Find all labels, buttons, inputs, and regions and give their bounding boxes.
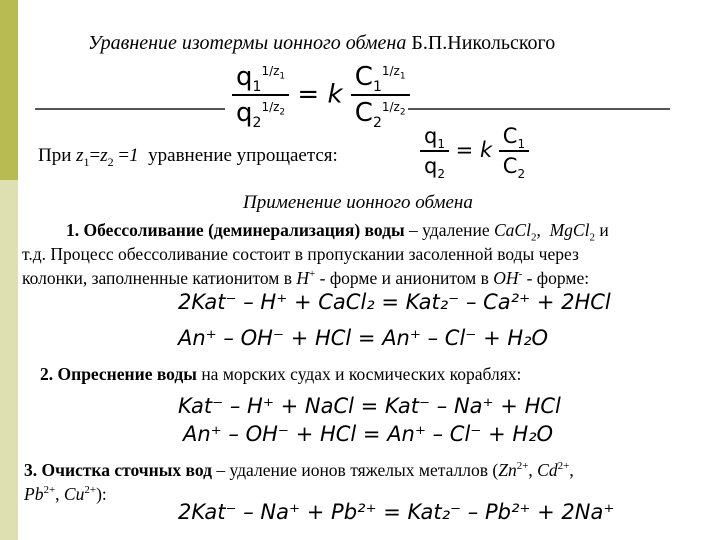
item2-equation2: An⁺ – OH⁻ + HCl = An⁺ – Cl⁻ + H₂O — [183, 422, 554, 446]
formula-simple-left-fraction: $\frac{q_1}{q_2}$ — [420, 124, 449, 178]
item3-line1: 3. Очистка сточных вод – удаление ионов тяжелых металлов ($Zn^{2+}$, $Cd^{2+}$, — [24, 460, 574, 480]
formula-main-right-fraction: $\frac{C_1^{1/z_1}}{C_2^{1/z_2}}$ — [351, 62, 410, 128]
sidebar-accent-bottom — [0, 180, 18, 540]
item2-line1: 2. Опреснение воды на морских судах и космических кораблях: — [40, 364, 522, 384]
item1-line2: т.д. Процесс обессоливание состоит в пропускании засоленной воды через — [22, 244, 579, 264]
formula-simple — [420, 124, 529, 182]
formula-main — [232, 62, 410, 132]
formula-simple-right-fraction: $\frac{C_1}{C_2}$ — [499, 124, 529, 178]
item2-equation1: Kat⁻ – H⁺ + NaCl = Kat⁻ – Na⁺ + HCl — [178, 394, 561, 418]
item1-line3: колонки, заполненные катионитом в H+ - форме и анионитом в OH- - форме: — [22, 268, 590, 288]
rule-right — [408, 108, 670, 110]
item1-equation2: An⁺ – OH⁻ + HCl = An⁺ – Cl⁻ + H₂O — [178, 326, 549, 350]
item1-line1: 1. Обессоливание (деминерализация) воды – удаление CaCl$_2$, MgCl$_2$ и — [66, 220, 609, 244]
slide-title — [88, 32, 555, 55]
item1-equation1: 2Kat⁻ – H⁺ + CaCl₂ = Kat₂⁻ – Ca²⁺ + 2HCl — [178, 290, 611, 314]
section-title: Применение ионного обмена — [243, 192, 473, 213]
item3-line2: $Pb^{2+}$, $Cu^{2+}$): — [24, 484, 107, 504]
simplify-text: При $z_1=z_2 =1$ уравнение упрощается: — [38, 145, 338, 169]
formula-main-equals-k: = k — [297, 79, 351, 110]
slide-sidebar — [0, 0, 18, 540]
title-author: Б.П.Никольского — [411, 32, 556, 54]
sidebar-accent-top — [0, 0, 18, 180]
rule-left — [35, 108, 225, 110]
item3-equation1: 2Kat⁻ – Na⁺ + Pb²⁺ = Kat₂⁻ – Pb²⁺ + 2Na⁺ — [178, 500, 615, 524]
formula-main-left-fraction: $\frac{q_1^{1/z_1}}{q_2^{1/z_2}}$ — [232, 62, 289, 128]
formula-simple-equals-k: = k — [455, 138, 493, 162]
title-italic: Уравнение изотермы ионного обмена — [88, 32, 407, 54]
